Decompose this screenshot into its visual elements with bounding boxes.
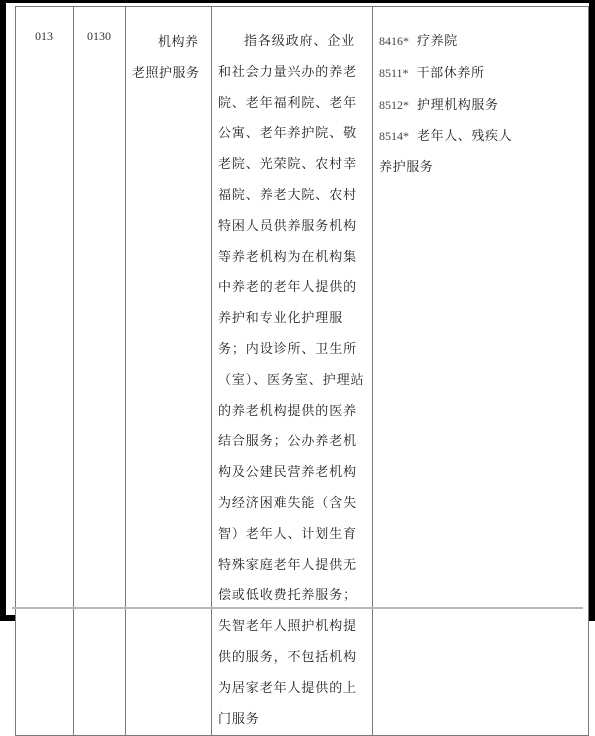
medium-code-cell — [74, 7, 126, 736]
industry-code: 8416* — [379, 34, 409, 48]
industry-label: 老年人、残疾人 — [417, 129, 513, 145]
industry-code: 8511* — [379, 65, 409, 80]
industry-label: 干部休养所 — [416, 65, 485, 81]
industry-reference-cell — [373, 7, 589, 736]
category-name-cell — [126, 7, 212, 736]
category-description: 指各级政府、企业和社会力量兴办的养老院、老年福利院、老年公寓、老年养护院、敬老院、光荣院、农村幸福院、养老大院、农村特困人员供养服务机构等养老机构为在机构集中养老的老年人提供的养护和专业化护理服务；内设诊所、卫生所（室）、医务室、护理站的养老机构提供的医养结合服务；公办养老机构及公建民营养老机构为经济困难失能（含失智）老年人、计划生育特殊家庭老年人提供无偿或低收费托养服务；失智老年人照护机构提供的服务，不包括机构为居家老年人提供的上门服务 — [218, 34, 365, 727]
industry-label: 护理机构服务 — [417, 97, 499, 113]
industry-code: 8512* — [379, 97, 409, 112]
list-item — [379, 26, 584, 58]
industry-code: 8514* — [379, 129, 409, 144]
medium-code: 0130 — [87, 29, 111, 43]
description-cell — [212, 7, 373, 736]
bottom-divider — [12, 607, 583, 609]
industry-reference-list — [373, 7, 588, 184]
classification-table — [15, 6, 589, 736]
list-item — [379, 121, 584, 153]
list-item — [379, 90, 584, 122]
industry-label: 疗养院 — [417, 34, 458, 49]
list-item — [379, 58, 584, 90]
industry-label-continuation: 养护服务 — [379, 160, 434, 176]
major-code: 013 — [35, 29, 53, 43]
major-code-cell — [16, 7, 74, 736]
category-name: 机构养老照护服务 — [132, 35, 200, 81]
table-row — [16, 7, 589, 736]
